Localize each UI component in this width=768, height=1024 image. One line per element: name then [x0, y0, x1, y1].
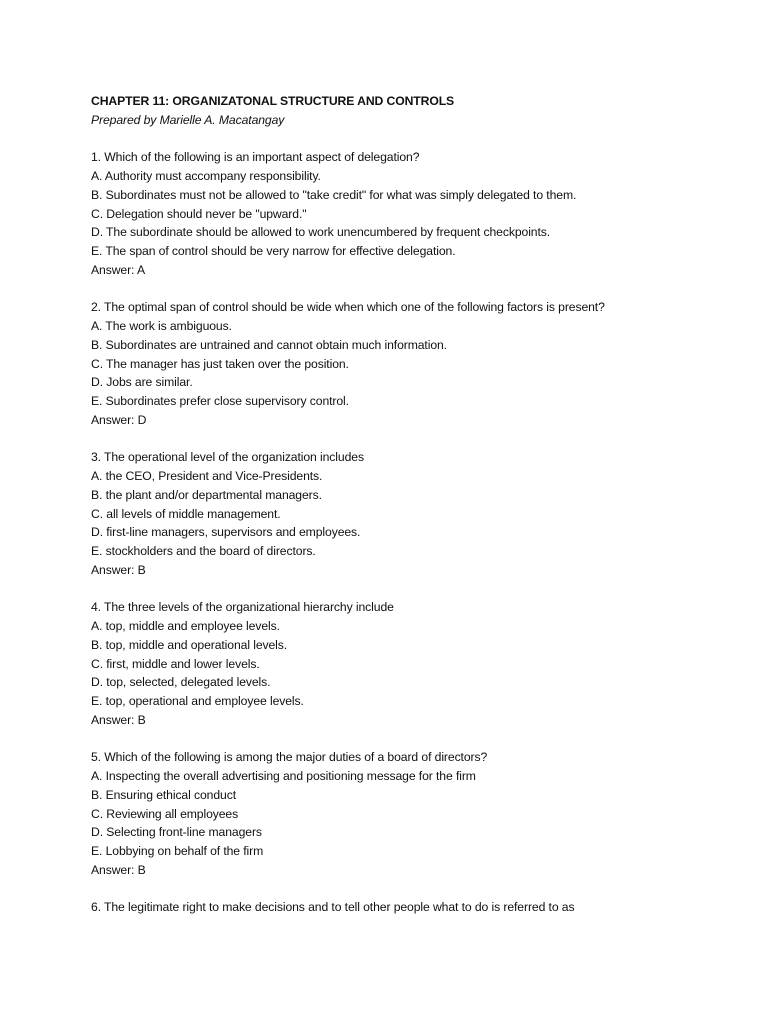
- answer-line: Answer: B: [91, 562, 146, 577]
- option-c: C. all levels of middle management.: [91, 506, 281, 521]
- option-b: B. the plant and/or departmental managers.: [91, 487, 322, 502]
- option-d: D. top, selected, delegated levels.: [91, 675, 271, 690]
- option-a: A. top, middle and employee levels.: [91, 619, 280, 633]
- option-a: A. Inspecting the overall advertising and positioning message for the firm: [91, 769, 476, 783]
- option-d: D. Jobs are similar.: [91, 375, 193, 390]
- option-b: B. Ensuring ethical conduct: [91, 787, 236, 802]
- spacer: [91, 880, 751, 899]
- question-text: 6. The legitimate right to make decisions and to tell other people what to do is referred to as: [91, 900, 575, 915]
- answer-line: Answer: D: [91, 412, 147, 427]
- option-c: C. Delegation should never be "upward.": [91, 206, 307, 221]
- answer-line: Answer: A: [91, 262, 145, 277]
- spacer: [91, 580, 751, 599]
- question-text: 5. Which of the following is among the major duties of a board of directors?: [91, 750, 488, 765]
- author-line: Prepared by Marielle A. Macatangay: [91, 112, 285, 127]
- spacer: [91, 730, 751, 749]
- option-c: C. first, middle and lower levels.: [91, 656, 260, 671]
- question-text: 2. The optimal span of control should be wide when which one of the following factors is present?: [91, 300, 605, 315]
- option-e: E. stockholders and the board of directors.: [91, 544, 316, 558]
- answer-line: Answer: B: [91, 862, 146, 877]
- question-block-4: [91, 598, 751, 729]
- spacer: [91, 280, 751, 299]
- question-text: 4. The three levels of the organizational hierarchy include: [91, 600, 394, 615]
- option-e: E. The span of control should be very narrow for effective delegation.: [91, 244, 456, 258]
- option-d: D. Selecting front-line managers: [91, 825, 262, 840]
- spacer: [91, 430, 751, 449]
- answer-line: Answer: B: [91, 712, 146, 727]
- option-a: A. the CEO, President and Vice-Presidents.: [91, 469, 323, 483]
- option-b: B. Subordinates must not be allowed to "take credit" for what was simply delegated to them.: [91, 187, 577, 202]
- chapter-title: CHAPTER 11: ORGANIZATONAL STRUCTURE AND CONTROLS: [91, 94, 455, 108]
- option-e: E. Lobbying on behalf of the firm: [91, 844, 264, 858]
- option-d: D. first-line managers, supervisors and employees.: [91, 525, 361, 540]
- option-a: A. Authority must accompany responsibility.: [91, 169, 321, 183]
- option-d: D. The subordinate should be allowed to work unencumbered by frequent checkpoints.: [91, 225, 551, 240]
- question-text: 1. Which of the following is an important aspect of delegation?: [91, 150, 420, 165]
- question-block-5: [91, 748, 751, 879]
- option-c: C. Reviewing all employees: [91, 806, 239, 821]
- question-block-2: [91, 298, 751, 429]
- option-a: A. The work is ambiguous.: [91, 319, 232, 333]
- option-e: E. top, operational and employee levels.: [91, 694, 304, 708]
- question-block-6: [91, 898, 751, 917]
- option-b: B. Subordinates are untrained and cannot obtain much information.: [91, 337, 447, 352]
- option-b: B. top, middle and operational levels.: [91, 637, 288, 652]
- question-block-3: [91, 448, 751, 579]
- document-page: [91, 92, 751, 917]
- option-c: C. The manager has just taken over the position.: [91, 356, 349, 371]
- question-text: 3. The operational level of the organization includes: [91, 450, 364, 465]
- question-block-1: [91, 148, 751, 279]
- spacer: [91, 130, 751, 149]
- option-e: E. Subordinates prefer close supervisory control.: [91, 394, 349, 408]
